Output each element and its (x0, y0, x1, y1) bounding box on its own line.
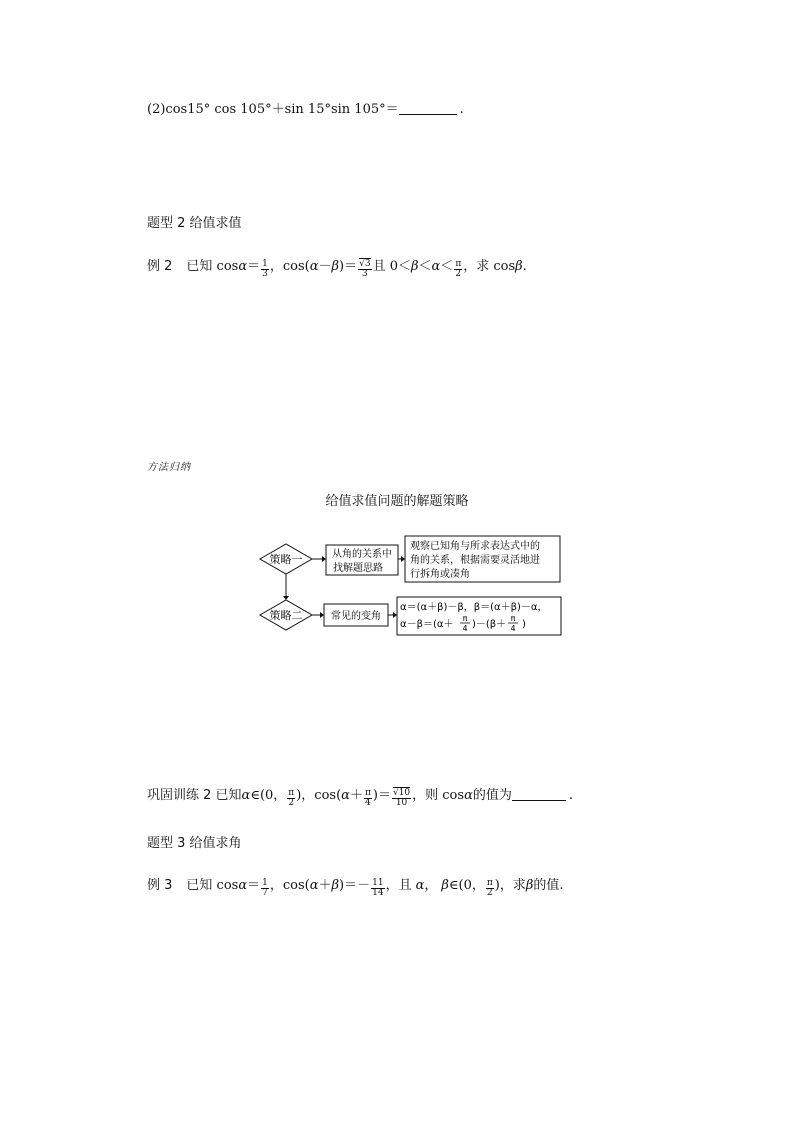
arrow-head (322, 556, 326, 562)
arrow-head (283, 596, 289, 600)
period: . (522, 259, 527, 274)
alpha-symbol: α (238, 259, 248, 274)
beta-symbol: β (525, 878, 534, 893)
beta-symbol: β (515, 259, 523, 274)
pi-over-4-num: π (510, 614, 516, 623)
alpha-symbol: α (415, 878, 425, 893)
arrow-head (401, 556, 405, 562)
fraction-sqrt10-10 (392, 789, 411, 808)
fraction-1-3 (261, 260, 269, 279)
example-2-text: ，cos( (269, 259, 310, 274)
fraction-sqrt3-3 (358, 260, 371, 279)
strategy-1-result-line-3: 行拆角或凑角 (410, 569, 470, 580)
example-3-text: )＝－ (339, 878, 371, 893)
beta-symbol: β (410, 259, 419, 274)
beta-symbol: β (331, 878, 340, 893)
plus-sign: ＋ (349, 788, 363, 803)
fraction-denominator: 7 (262, 888, 268, 898)
fraction-pi-2 (454, 260, 462, 279)
strategy-2-label: 策略二 (269, 609, 303, 622)
example-2-text: )＝ (339, 259, 358, 274)
strategy-2-box-text: 常见的变角 (331, 611, 381, 622)
alpha-symbol: α (241, 788, 251, 803)
strategy-2-result-line-1: α＝(α＋β)－β，β＝(α＋β)－α， (400, 602, 548, 613)
fraction-numerator: π (486, 878, 493, 888)
arrow-head (320, 612, 324, 618)
alpha-symbol: α (309, 259, 319, 274)
fraction-denominator: 3 (361, 269, 368, 279)
minus-sign: － (318, 259, 332, 274)
answer-blank (512, 787, 566, 801)
example-2-text: 已知 cos (186, 259, 239, 274)
fraction-numerator: 1 (262, 878, 268, 888)
type-3-heading: 题型 3 给值求角 (147, 836, 242, 851)
fraction-denominator: 3 (262, 269, 268, 279)
fraction-denominator: 10 (395, 798, 408, 808)
alpha-symbol: α (464, 788, 473, 803)
diagram-title: 给值求值问题的解题策略 (325, 494, 469, 509)
example-3-text: )，求 (494, 878, 526, 893)
fraction-numerator: 1 (262, 259, 268, 269)
strategy-1-label: 策略一 (269, 553, 303, 566)
example-2 (147, 257, 527, 279)
strategy-1-result-line-1: 观察已知角与所求表达式中的 (410, 541, 540, 552)
strategy-1-box-line-1: 从角的关系中 (332, 549, 392, 560)
strategy-1-box-line-2: 找解题思路 (333, 563, 383, 574)
fraction-denominator: 14 (372, 888, 384, 898)
fraction-1-7 (261, 879, 269, 898)
strategy-2-result-line-2c: ) (522, 619, 526, 630)
fraction-denominator: 4 (365, 798, 371, 808)
exercise-2-text: 的值为 (472, 788, 512, 803)
strategy-2-result-line-2a: α－β＝(α＋ (400, 619, 454, 630)
alpha-symbol: α (431, 259, 441, 274)
fraction-numerator: 11 (372, 878, 384, 888)
comma: ， (424, 878, 438, 893)
problem-2-period: . (459, 102, 464, 117)
answer-blank (399, 101, 457, 115)
period: . (568, 788, 573, 803)
beta-symbol: β (331, 259, 340, 274)
example-3-text: 已知 cos (186, 878, 239, 893)
pi-over-4-den: 4 (510, 624, 516, 633)
fraction-denominator: 2 (486, 888, 493, 898)
sqrt-3: √3 (359, 259, 371, 269)
problem-2-line (147, 100, 464, 120)
beta-symbol: β (441, 878, 449, 893)
pi-over-4-num: π (462, 614, 468, 623)
exercise-2 (147, 786, 573, 808)
exercise-2-text: ∈(0， (250, 788, 287, 803)
fraction-numerator: π (364, 788, 371, 798)
example-3 (147, 876, 564, 898)
exercise-2-text: )，cos( (296, 788, 342, 803)
arrow-head (393, 612, 397, 618)
example-3-text: ∈(0， (448, 878, 485, 893)
example-3-text: 的值. (533, 878, 564, 893)
fraction-pi-4 (364, 789, 372, 808)
alpha-symbol: α (309, 878, 319, 893)
equals-sign: ＝ (247, 878, 261, 893)
equals-sign: ＝ (247, 259, 261, 274)
strategy-flowchart (0, 528, 794, 688)
fraction-denominator: 2 (288, 798, 295, 808)
fraction-pi-2 (486, 879, 494, 898)
fraction-pi-2 (287, 789, 295, 808)
exercise-2-text: )＝ (372, 788, 391, 803)
fraction-denominator: 2 (455, 269, 462, 279)
fraction-11-14 (371, 879, 384, 898)
plus-sign: ＋ (318, 878, 332, 893)
method-summary-label: 方法归纳 (147, 462, 191, 473)
strategy-2-result-line-2b: )－(β＋ (472, 619, 507, 630)
example-2-text: ，求 cos (463, 259, 516, 274)
alpha-symbol: α (341, 788, 350, 803)
strategy-1-result-line-2: 角的关系，根据需要灵活地进 (410, 555, 540, 566)
sqrt-10: √10 (392, 788, 411, 798)
example-3-label: 例 3 (147, 878, 173, 893)
example-2-label: 例 2 (147, 259, 173, 274)
exercise-2-label: 巩固训练 2 已知 (147, 788, 242, 803)
alpha-symbol: α (238, 878, 248, 893)
type-2-heading: 题型 2 给值求值 (147, 216, 242, 231)
pi-over-4-den: 4 (462, 624, 468, 633)
less-than: ＜ (440, 259, 454, 274)
example-3-text: ，cos( (269, 878, 310, 893)
fraction-numerator: π (455, 259, 462, 269)
less-than: ＜ (418, 259, 432, 274)
example-2-text: 且 0＜ (372, 259, 411, 274)
fraction-numerator: π (288, 788, 295, 798)
problem-2-text: (2)cos15° cos 105°＋sin 15°sin 105°＝ (147, 102, 399, 117)
exercise-2-text: ，则 cos (412, 788, 465, 803)
example-3-text: ，且 (385, 878, 412, 893)
